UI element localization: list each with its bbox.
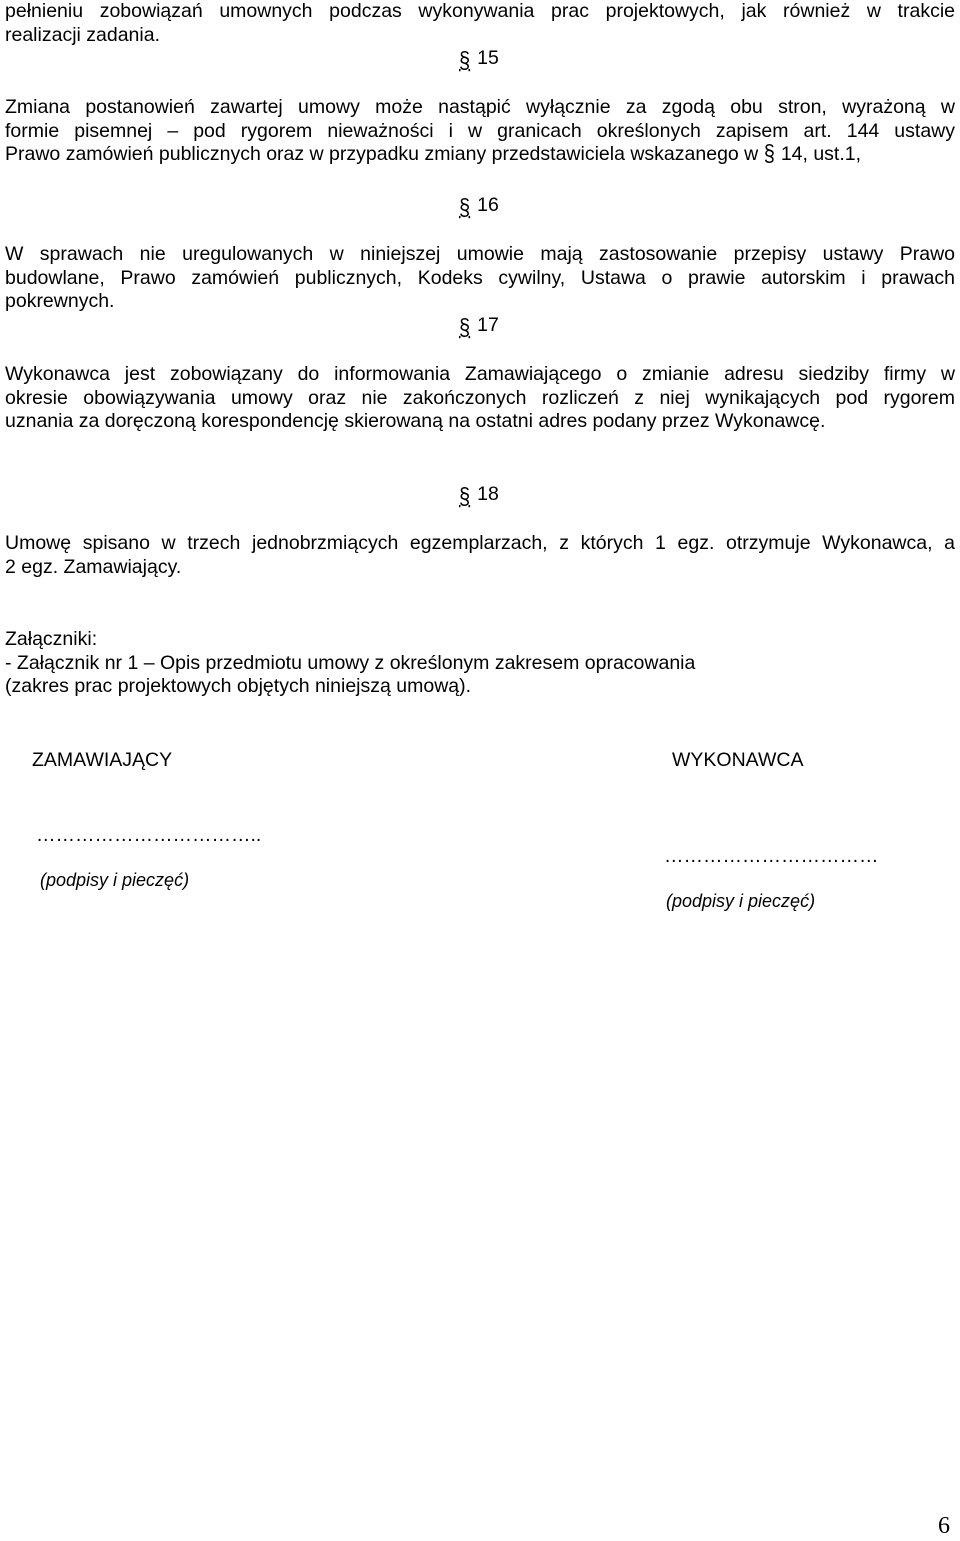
attachments-heading: Załączniki: [5, 628, 98, 650]
section-15-heading [459, 47, 539, 74]
signature-right-line: …………………………… [664, 845, 879, 867]
section-15-line: Zmiana postanowień zawartej umowy może nastąpić wyłącznie za zgodą obu stron, wyrażoną w [5, 96, 955, 118]
section-15-line-last [5, 143, 955, 167]
section-number: 17 [477, 314, 499, 336]
signature-right-caption: (podpisy i pieczęć) [666, 891, 816, 911]
section-16-paragraph [5, 243, 955, 314]
section-15-line-text: Prawo zamówień publicznych oraz w przypadku zmiany przedstawiciela wskazanego w [5, 143, 759, 165]
signature-left-caption: (podpisy i pieczęć) [40, 870, 190, 890]
section-16-line: pokrewnych. [5, 290, 115, 312]
section-17-line: uznania za doręczoną korespondencję skierowaną na ostatni adres podany przez Wykonawcę. [5, 410, 826, 432]
section-symbol: § [459, 48, 471, 74]
intro-paragraph [5, 0, 955, 47]
intro-line: pełnieniu zobowiązań umownych podczas wykonywania prac projektowych, jak również w trakcie [5, 0, 955, 22]
signature-left-party: ZAMAWIAJĄCY [32, 749, 173, 771]
section-symbol: § [459, 315, 471, 341]
section-16-line: W sprawach nie uregulowanych w niniejszej umowie mają zastosowanie przepisy ustawy Prawo [5, 243, 955, 265]
section-18-line: 2 egz. Zamawiający. [5, 555, 182, 578]
section-17-heading [459, 314, 539, 341]
section-18-heading [459, 483, 539, 510]
section-18-paragraph [5, 532, 955, 579]
attachments-block [5, 628, 955, 699]
section-18-line: Umowę spisano w trzech jednobrzmiących egzemplarzach, z których 1 egz. otrzymuje Wykonawca, a [5, 532, 955, 554]
section-15-line: formie pisemnej – pod rygorem nieważności i w granicach określonych zapisem art. 144 ustawy [5, 119, 955, 142]
section-number: 15 [477, 47, 499, 69]
intro-line: realizacji zadania. [5, 23, 161, 46]
signature-left-line: …………………………….. [36, 824, 262, 846]
section-16-heading [459, 194, 539, 221]
section-number: 16 [477, 194, 499, 216]
attachment-item: - Załącznik nr 1 – Opis przedmiotu umowy z określonym zakresem opracowania [5, 651, 696, 674]
section-15-line-ref: 14, ust.1, [780, 143, 862, 165]
signature-right-party: WYKONAWCA [672, 749, 804, 771]
page-number: 6 [938, 1513, 950, 1539]
section-15-paragraph [5, 96, 955, 167]
section-symbol: § [459, 195, 471, 221]
attachment-item: (zakres prac projektowych objętych niniejszą umową). [5, 675, 472, 697]
section-17-line: okresie obowiązywania umowy oraz nie zakończonych rozliczeń z niej wynikających pod rygorem [5, 386, 955, 409]
section-symbol: § [459, 484, 471, 510]
section-17-paragraph [5, 363, 955, 434]
section-16-line: budowlane, Prawo zamówień publicznych, Kodeks cywilny, Ustawa o prawie autorskim i prawach [5, 266, 955, 289]
section-17-line: Wykonawca jest zobowiązany do informowania Zamawiającego o zmianie adresu siedziby firmy w [5, 363, 955, 385]
inline-section-symbol: § [763, 141, 775, 167]
section-number: 18 [477, 483, 499, 505]
